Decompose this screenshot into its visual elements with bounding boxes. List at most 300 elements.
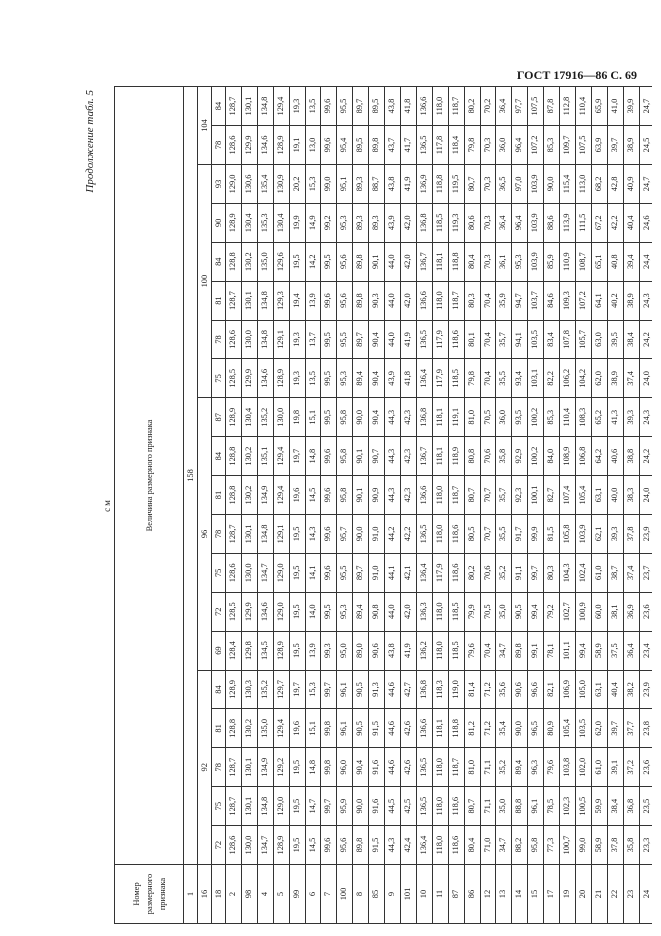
column-header: 72: [212, 826, 226, 865]
table-cell: 42,3: [400, 398, 416, 437]
table-cell: 101,1: [560, 631, 576, 670]
table-cell: 77,3: [544, 826, 560, 865]
table-cell: 62,0: [591, 709, 607, 748]
table-cell: 38,9: [607, 359, 623, 398]
table-cell: 118,1: [432, 398, 448, 437]
table-cell: 118,1: [432, 437, 448, 476]
table-cell: 42,2: [607, 203, 623, 242]
table-cell: 134,7: [257, 553, 273, 592]
table-cell: 103,7: [528, 281, 544, 320]
table-cell: 80,3: [544, 553, 560, 592]
table-cell: 129,2: [273, 748, 289, 787]
table-cell: 100,1: [528, 476, 544, 515]
table-cell: 71,2: [480, 670, 496, 709]
table-cell: 35,5: [496, 514, 512, 553]
table-cell: 19,7: [289, 437, 305, 476]
row-feature-number: 100: [337, 865, 353, 924]
table-cell: 37,2: [623, 748, 639, 787]
table-cell: 80,7: [464, 787, 480, 826]
table-cell: 44,6: [385, 748, 401, 787]
table-cell: 90,9: [369, 476, 385, 515]
table-cell: 89,4: [512, 748, 528, 787]
table-cell: 108,3: [575, 398, 591, 437]
table-cell: 136,3: [416, 592, 432, 631]
table-cell: 36,1: [496, 242, 512, 281]
table-cell: 70,4: [480, 631, 496, 670]
table-cell: 118,7: [448, 87, 464, 126]
table-cell: 129,3: [273, 281, 289, 320]
table-cell: 38,1: [607, 592, 623, 631]
table-cell: 44,6: [385, 670, 401, 709]
row-feature-number: 7: [321, 865, 337, 924]
table-cell: 90,5: [353, 670, 369, 709]
table-cell: 95,8: [337, 476, 353, 515]
table-cell: 14,7: [305, 787, 321, 826]
table-cell: 99,5: [321, 320, 337, 359]
table-cell: 90,1: [353, 476, 369, 515]
table-cell: 129,4: [273, 87, 289, 126]
row-feature-number: 20: [575, 865, 591, 924]
column-header: 78: [212, 126, 226, 165]
table-cell: 118,0: [432, 592, 448, 631]
table-cell: 134,6: [257, 592, 273, 631]
table-cell: 91,7: [512, 514, 528, 553]
table-cell: 118,1: [432, 242, 448, 281]
table-cell: 19,3: [289, 87, 305, 126]
row-feature-number: 5: [273, 865, 289, 924]
table-cell: 35,4: [496, 709, 512, 748]
table-cell: 118,5: [448, 592, 464, 631]
table-cell: 88,7: [369, 164, 385, 203]
table-cell: 108,7: [575, 242, 591, 281]
table-cell: 81,5: [544, 514, 560, 553]
column-header: 84: [212, 437, 226, 476]
table-cell: 107,5: [575, 126, 591, 165]
table-cell: 95,3: [337, 359, 353, 398]
table-cell: 118,4: [448, 126, 464, 165]
table-cell: 130,1: [241, 514, 257, 553]
table-cell: 135,2: [257, 398, 273, 437]
table-cell: 41,3: [607, 398, 623, 437]
table-cell: 130,0: [241, 826, 257, 865]
table-cell: 41,9: [400, 164, 416, 203]
table-cell: 15,1: [305, 398, 321, 437]
table-cell: 44,3: [385, 398, 401, 437]
table-cell: 91,6: [369, 748, 385, 787]
table-cell: 23,3: [639, 826, 652, 865]
table-cell: 13,0: [305, 126, 321, 165]
table-cell: 110,9: [560, 242, 576, 281]
table-cell: 134,6: [257, 359, 273, 398]
table-cell: 99,5: [321, 359, 337, 398]
table-cell: 99,0: [575, 826, 591, 865]
table-cell: 99,9: [528, 514, 544, 553]
table-cell: 134,8: [257, 514, 273, 553]
table-cell: 42,4: [400, 826, 416, 865]
table-cell: 85,3: [544, 126, 560, 165]
table-cell: 103,9: [528, 164, 544, 203]
table-cell: 89,8: [512, 631, 528, 670]
table-cell: 36,0: [496, 398, 512, 437]
table-cell: 71,1: [480, 748, 496, 787]
table-cell: 106,2: [560, 359, 576, 398]
table-cell: 80,4: [464, 826, 480, 865]
table-cell: 99,1: [528, 631, 544, 670]
table-cell: 23,9: [639, 670, 652, 709]
table-cell: 19,3: [289, 359, 305, 398]
table-cell: 129,9: [241, 126, 257, 165]
table-cell: 103,9: [575, 514, 591, 553]
table-cell: 134,9: [257, 748, 273, 787]
table-cell: 41,8: [400, 359, 416, 398]
table-cell: 80,6: [464, 203, 480, 242]
table-cell: 15,1: [305, 709, 321, 748]
table-cell: 39,1: [607, 748, 623, 787]
table-cell: 128,9: [273, 126, 289, 165]
row-feature-number: 14: [512, 865, 528, 924]
table-cell: 70,4: [480, 281, 496, 320]
table-cell: 68,2: [591, 164, 607, 203]
table-row: [257, 87, 273, 924]
table-cell: 58,9: [591, 826, 607, 865]
column-header: 69: [212, 631, 226, 670]
table-cell: 94,1: [512, 320, 528, 359]
table-cell: 136,6: [416, 709, 432, 748]
table-row: [289, 87, 305, 924]
row-feature-number: 2: [226, 865, 242, 924]
table-cell: 40,4: [607, 670, 623, 709]
table-cell: 118,0: [432, 748, 448, 787]
table-cell: 91,0: [369, 514, 385, 553]
table-cell: 118,0: [432, 787, 448, 826]
table-cell: 80,7: [464, 164, 480, 203]
table-cell: 80,4: [464, 242, 480, 281]
table-cell: 42,7: [400, 670, 416, 709]
table-cell: 14,3: [305, 514, 321, 553]
table-cell: 80,9: [544, 709, 560, 748]
row-feature-number: 23: [623, 865, 639, 924]
table-cell: 70,6: [480, 553, 496, 592]
table-cell: 39,5: [607, 320, 623, 359]
table-cell: 14,8: [305, 748, 321, 787]
table-cell: 89,4: [353, 592, 369, 631]
table-cell: 19,5: [289, 787, 305, 826]
table-cell: 136,5: [416, 320, 432, 359]
table-cell: 96,1: [337, 709, 353, 748]
table-cell: 130,0: [241, 553, 257, 592]
table-row: [591, 87, 607, 924]
table-cell: 44,1: [385, 553, 401, 592]
table-cell: 80,7: [464, 476, 480, 515]
table-cell: 36,9: [623, 592, 639, 631]
table-cell: 100,5: [575, 787, 591, 826]
table-cell: 128,5: [226, 359, 242, 398]
table-cell: 89,8: [353, 242, 369, 281]
table-cell: 136,2: [416, 631, 432, 670]
table-cell: 128,4: [226, 631, 242, 670]
table-cell: 42,3: [400, 476, 416, 515]
table-cell: 44,0: [385, 242, 401, 281]
table-cell: 70,2: [480, 87, 496, 126]
table-cell: 89,0: [353, 631, 369, 670]
table-cell: 96,4: [512, 203, 528, 242]
table-cell: 128,7: [226, 87, 242, 126]
column-header: 75: [212, 553, 226, 592]
header-group-92: 92: [198, 670, 212, 864]
column-header: 75: [212, 359, 226, 398]
table-cell: 95,3: [337, 592, 353, 631]
table-cell: 42,0: [400, 242, 416, 281]
column-header: 75: [212, 787, 226, 826]
table-cell: 13,5: [305, 359, 321, 398]
table-cell: 95,0: [337, 631, 353, 670]
table-cell: 106,8: [575, 437, 591, 476]
table-cell: 118,6: [448, 553, 464, 592]
table-cell: 39,3: [623, 398, 639, 437]
table-cell: 23,4: [639, 631, 652, 670]
table-cell: 117,9: [432, 320, 448, 359]
table-cell: 103,1: [528, 359, 544, 398]
table-cell: 38,9: [623, 281, 639, 320]
table-cell: 93,5: [512, 398, 528, 437]
table-cell: 90,4: [369, 398, 385, 437]
table-row: [560, 87, 576, 924]
table-cell: 80,2: [464, 553, 480, 592]
table-cell: 129,0: [226, 164, 242, 203]
table-row: [321, 87, 337, 924]
table-cell: 103,8: [560, 748, 576, 787]
table-cell: 78,5: [544, 787, 560, 826]
table-cell: 90,4: [369, 320, 385, 359]
table-cell: 93,4: [512, 359, 528, 398]
table-cell: 118,6: [448, 787, 464, 826]
table-cell: 19,1: [289, 126, 305, 165]
table-cell: 14,1: [305, 553, 321, 592]
table-cell: 38,3: [623, 476, 639, 515]
table-cell: 39,7: [607, 126, 623, 165]
table-cell: 94,7: [512, 281, 528, 320]
row-feature-number: 24: [639, 865, 652, 924]
table-cell: 90,0: [353, 398, 369, 437]
table-cell: 40,6: [607, 437, 623, 476]
table-cell: 136,8: [416, 203, 432, 242]
table-cell: 35,5: [496, 359, 512, 398]
table-cell: 135,3: [257, 203, 273, 242]
table-cell: 70,6: [480, 437, 496, 476]
table-cell: 95,3: [337, 203, 353, 242]
table-cell: 99,6: [321, 476, 337, 515]
table-cell: 105,4: [575, 476, 591, 515]
table-cell: 118,7: [448, 748, 464, 787]
table-cell: 118,7: [448, 281, 464, 320]
table-cell: 95,3: [512, 242, 528, 281]
table-cell: 128,8: [226, 709, 242, 748]
table-row: [226, 87, 242, 924]
table-cell: 81,4: [464, 670, 480, 709]
table-row: [528, 87, 544, 924]
table-row: [241, 87, 257, 924]
header-feature-value: Величина размерного признака: [115, 87, 184, 865]
table-cell: 90,6: [512, 670, 528, 709]
table-cell: 35,6: [496, 670, 512, 709]
table-cell: 136,5: [416, 787, 432, 826]
table-cell: 42,6: [400, 709, 416, 748]
table-cell: 130,4: [273, 203, 289, 242]
row-feature-number: 99: [289, 865, 305, 924]
table-cell: 91,1: [512, 553, 528, 592]
table-cell: 128,9: [226, 670, 242, 709]
table-row: [305, 87, 321, 924]
table-cell: 19,5: [289, 592, 305, 631]
table-cell: 105,8: [560, 514, 576, 553]
table-cell: 35,7: [496, 476, 512, 515]
column-header: 87: [212, 398, 226, 437]
table-cell: 79,2: [544, 592, 560, 631]
table-cell: 61,0: [591, 748, 607, 787]
table-cell: 36,4: [623, 631, 639, 670]
table-cell: 90,8: [369, 592, 385, 631]
table-cell: 44,0: [385, 281, 401, 320]
table-cell: 128,7: [226, 514, 242, 553]
header-group-100: 100: [198, 164, 212, 397]
table-cell: 99,4: [528, 592, 544, 631]
table-cell: 129,1: [273, 320, 289, 359]
table-cell: 14,2: [305, 242, 321, 281]
table-cell: 43,8: [385, 87, 401, 126]
table-cell: 70,3: [480, 203, 496, 242]
header-row16-label: 16: [198, 865, 212, 924]
table-cell: 89,3: [353, 164, 369, 203]
table-cell: 118,6: [448, 320, 464, 359]
table-cell: 129,9: [241, 359, 257, 398]
table-cell: 95,9: [337, 787, 353, 826]
table-cell: 84,0: [544, 437, 560, 476]
table-cell: 78,1: [544, 631, 560, 670]
row-feature-number: 17: [544, 865, 560, 924]
table-cell: 80,1: [464, 320, 480, 359]
table-cell: 118,0: [432, 476, 448, 515]
row-feature-number: 85: [369, 865, 385, 924]
table-row: [639, 87, 652, 924]
table-cell: 130,3: [241, 670, 257, 709]
header-row18-label: 18: [212, 865, 226, 924]
table-cell: 23,8: [639, 709, 652, 748]
table-cell: 134,9: [257, 476, 273, 515]
table-row: [273, 87, 289, 924]
table-cell: 40,8: [607, 242, 623, 281]
table-cell: 15,3: [305, 670, 321, 709]
table-cell: 99,6: [321, 87, 337, 126]
table-cell: 95,5: [337, 320, 353, 359]
table-cell: 135,1: [257, 437, 273, 476]
table-cell: 79,6: [544, 748, 560, 787]
table-cell: 90,6: [369, 631, 385, 670]
column-header: 81: [212, 281, 226, 320]
table-cell: 24,0: [639, 359, 652, 398]
table-cell: 105,7: [575, 320, 591, 359]
table-cell: 130,4: [241, 398, 257, 437]
table-cell: 117,8: [432, 126, 448, 165]
table-cell: 89,3: [369, 203, 385, 242]
continuation-label: Продолжение табл. 5: [84, 90, 96, 193]
header-row-18: [212, 87, 226, 924]
table-cell: 91,6: [369, 787, 385, 826]
row-feature-number: 10: [416, 865, 432, 924]
header-group-158: 158: [184, 87, 198, 865]
table-cell: 58,9: [591, 631, 607, 670]
table-row: [369, 87, 385, 924]
header-feature-number: Номер размерного признака: [115, 865, 184, 924]
table-cell: 102,0: [575, 748, 591, 787]
table-cell: 35,8: [623, 826, 639, 865]
table-cell: 88,8: [512, 787, 528, 826]
table-cell: 134,5: [257, 631, 273, 670]
table-cell: 134,7: [257, 826, 273, 865]
table-cell: 119,1: [448, 398, 464, 437]
table-cell: 113,0: [575, 164, 591, 203]
table-cell: 99,6: [321, 514, 337, 553]
table-cell: 99,8: [321, 709, 337, 748]
table-cell: 134,8: [257, 320, 273, 359]
table-cell: 35,8: [496, 437, 512, 476]
table-cell: 71,2: [480, 709, 496, 748]
table-cell: 136,5: [416, 748, 432, 787]
table-cell: 135,0: [257, 709, 273, 748]
column-header: 93: [212, 164, 226, 203]
table-cell: 95,8: [337, 437, 353, 476]
table-cell: 42,0: [400, 203, 416, 242]
table-cell: 70,5: [480, 592, 496, 631]
table-cell: 79,9: [464, 592, 480, 631]
table-cell: 103,5: [528, 320, 544, 359]
table-cell: 89,8: [353, 826, 369, 865]
table-cell: 99,6: [321, 281, 337, 320]
table-cell: 44,2: [385, 514, 401, 553]
column-header: 81: [212, 709, 226, 748]
table-cell: 136,5: [416, 126, 432, 165]
table-cell: 128,8: [226, 476, 242, 515]
table-row: [464, 87, 480, 924]
table-cell: 135,2: [257, 670, 273, 709]
table-cell: 112,8: [560, 87, 576, 126]
row-feature-number: 87: [448, 865, 464, 924]
table-cell: 99,5: [321, 398, 337, 437]
table-cell: 128,9: [273, 359, 289, 398]
table-row: [496, 87, 512, 924]
row-feature-number: 4: [257, 865, 273, 924]
table-cell: 19,7: [289, 670, 305, 709]
table-cell: 99,7: [528, 553, 544, 592]
table-cell: 107,2: [528, 126, 544, 165]
table-cell: 38,2: [623, 670, 639, 709]
table-cell: 130,1: [241, 281, 257, 320]
table-row: [385, 87, 401, 924]
column-header: 84: [212, 242, 226, 281]
table-cell: 95,1: [337, 164, 353, 203]
table-cell: 118,8: [432, 164, 448, 203]
table-cell: 130,1: [241, 87, 257, 126]
table-cell: 19,6: [289, 709, 305, 748]
table-cell: 14,9: [305, 203, 321, 242]
table-cell: 136,8: [416, 398, 432, 437]
table-cell: 99,8: [321, 748, 337, 787]
table-cell: 80,2: [464, 87, 480, 126]
table-cell: 97,0: [512, 164, 528, 203]
table-cell: 110,4: [560, 398, 576, 437]
table-cell: 37,4: [623, 359, 639, 398]
table-cell: 118,8: [448, 709, 464, 748]
table-cell: 20,2: [289, 164, 305, 203]
